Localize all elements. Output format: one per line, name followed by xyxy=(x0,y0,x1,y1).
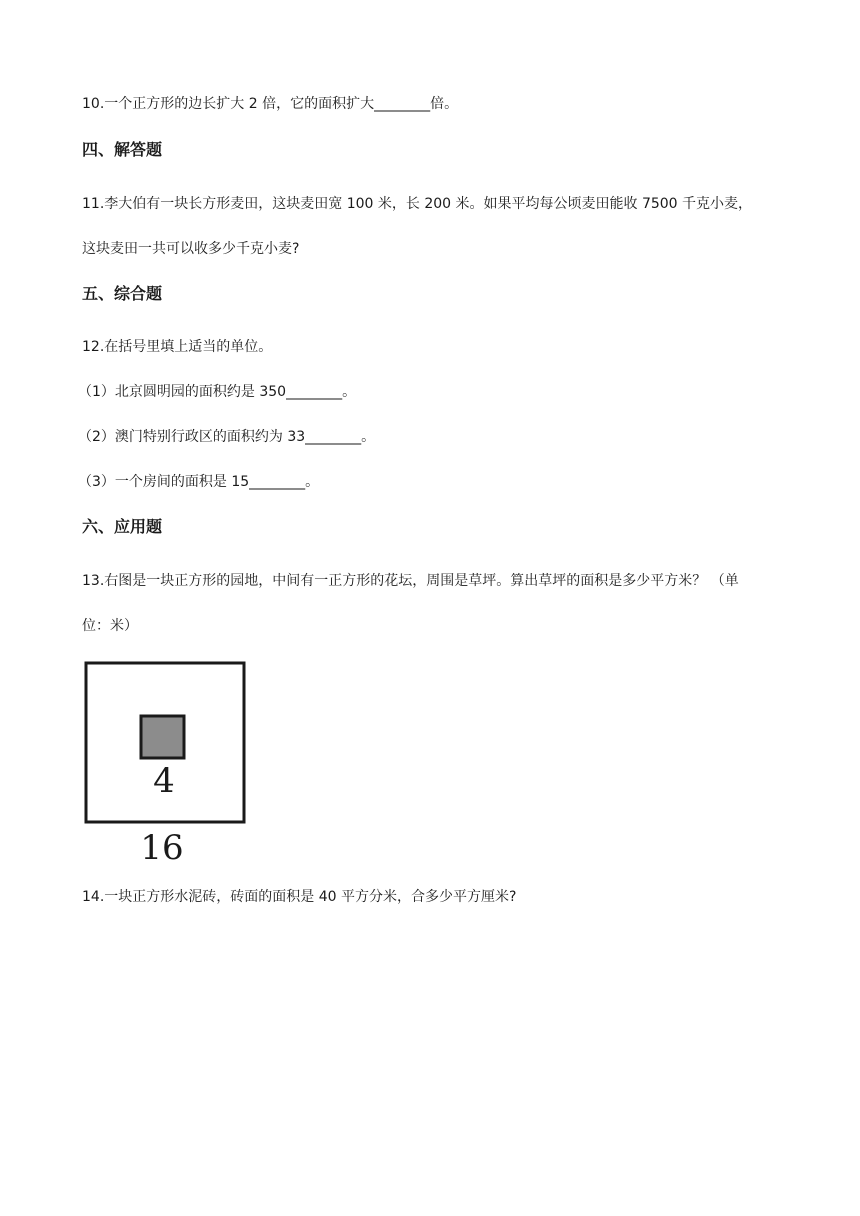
question-13-line-1: 13.右图是一块正方形的园地，中间有一正方形的花坛，周围是草坪。算出草坪的面积是多少平方米？ （单 xyxy=(82,573,739,589)
question-12: 12.在括号里填上适当的单位。 xyxy=(82,339,273,355)
question-11-line-2: 这块麦田一共可以收多少千克小麦? xyxy=(82,241,300,257)
section-heading-6: 六、应用题 xyxy=(82,517,163,536)
question-12-item-2: （2）澳门特别行政区的面积约为 33________。 xyxy=(78,429,376,445)
garden-diagram-svg xyxy=(82,660,252,865)
question-14: 14.一块正方形水泥砖，砖面的面积是 40 平方分米，合多少平方厘米? xyxy=(82,889,517,905)
question-11-line-1: 11.李大伯有一块长方形麦田，这块麦田宽 100 米，长 200 米。如果平均每公顷麦田能收 7500 千克小麦， xyxy=(82,196,753,212)
garden-diagram xyxy=(82,660,252,865)
section-heading-5: 五、综合题 xyxy=(82,284,163,303)
question-12-item-1: （1）北京圆明园的面积约是 350________。 xyxy=(78,384,357,400)
question-10: 10.一个正方形的边长扩大 2 倍，它的面积扩大________倍。 xyxy=(82,96,459,112)
flower-bed-inner-square xyxy=(141,716,184,758)
outer-side-label: 16 xyxy=(140,828,184,865)
section-heading-4: 四、解答题 xyxy=(82,140,163,159)
inner-side-label: 4 xyxy=(153,761,175,801)
question-12-item-3: （3）一个房间的面积是 15________。 xyxy=(78,474,320,490)
question-13-line-2: 位：米） xyxy=(82,618,138,634)
